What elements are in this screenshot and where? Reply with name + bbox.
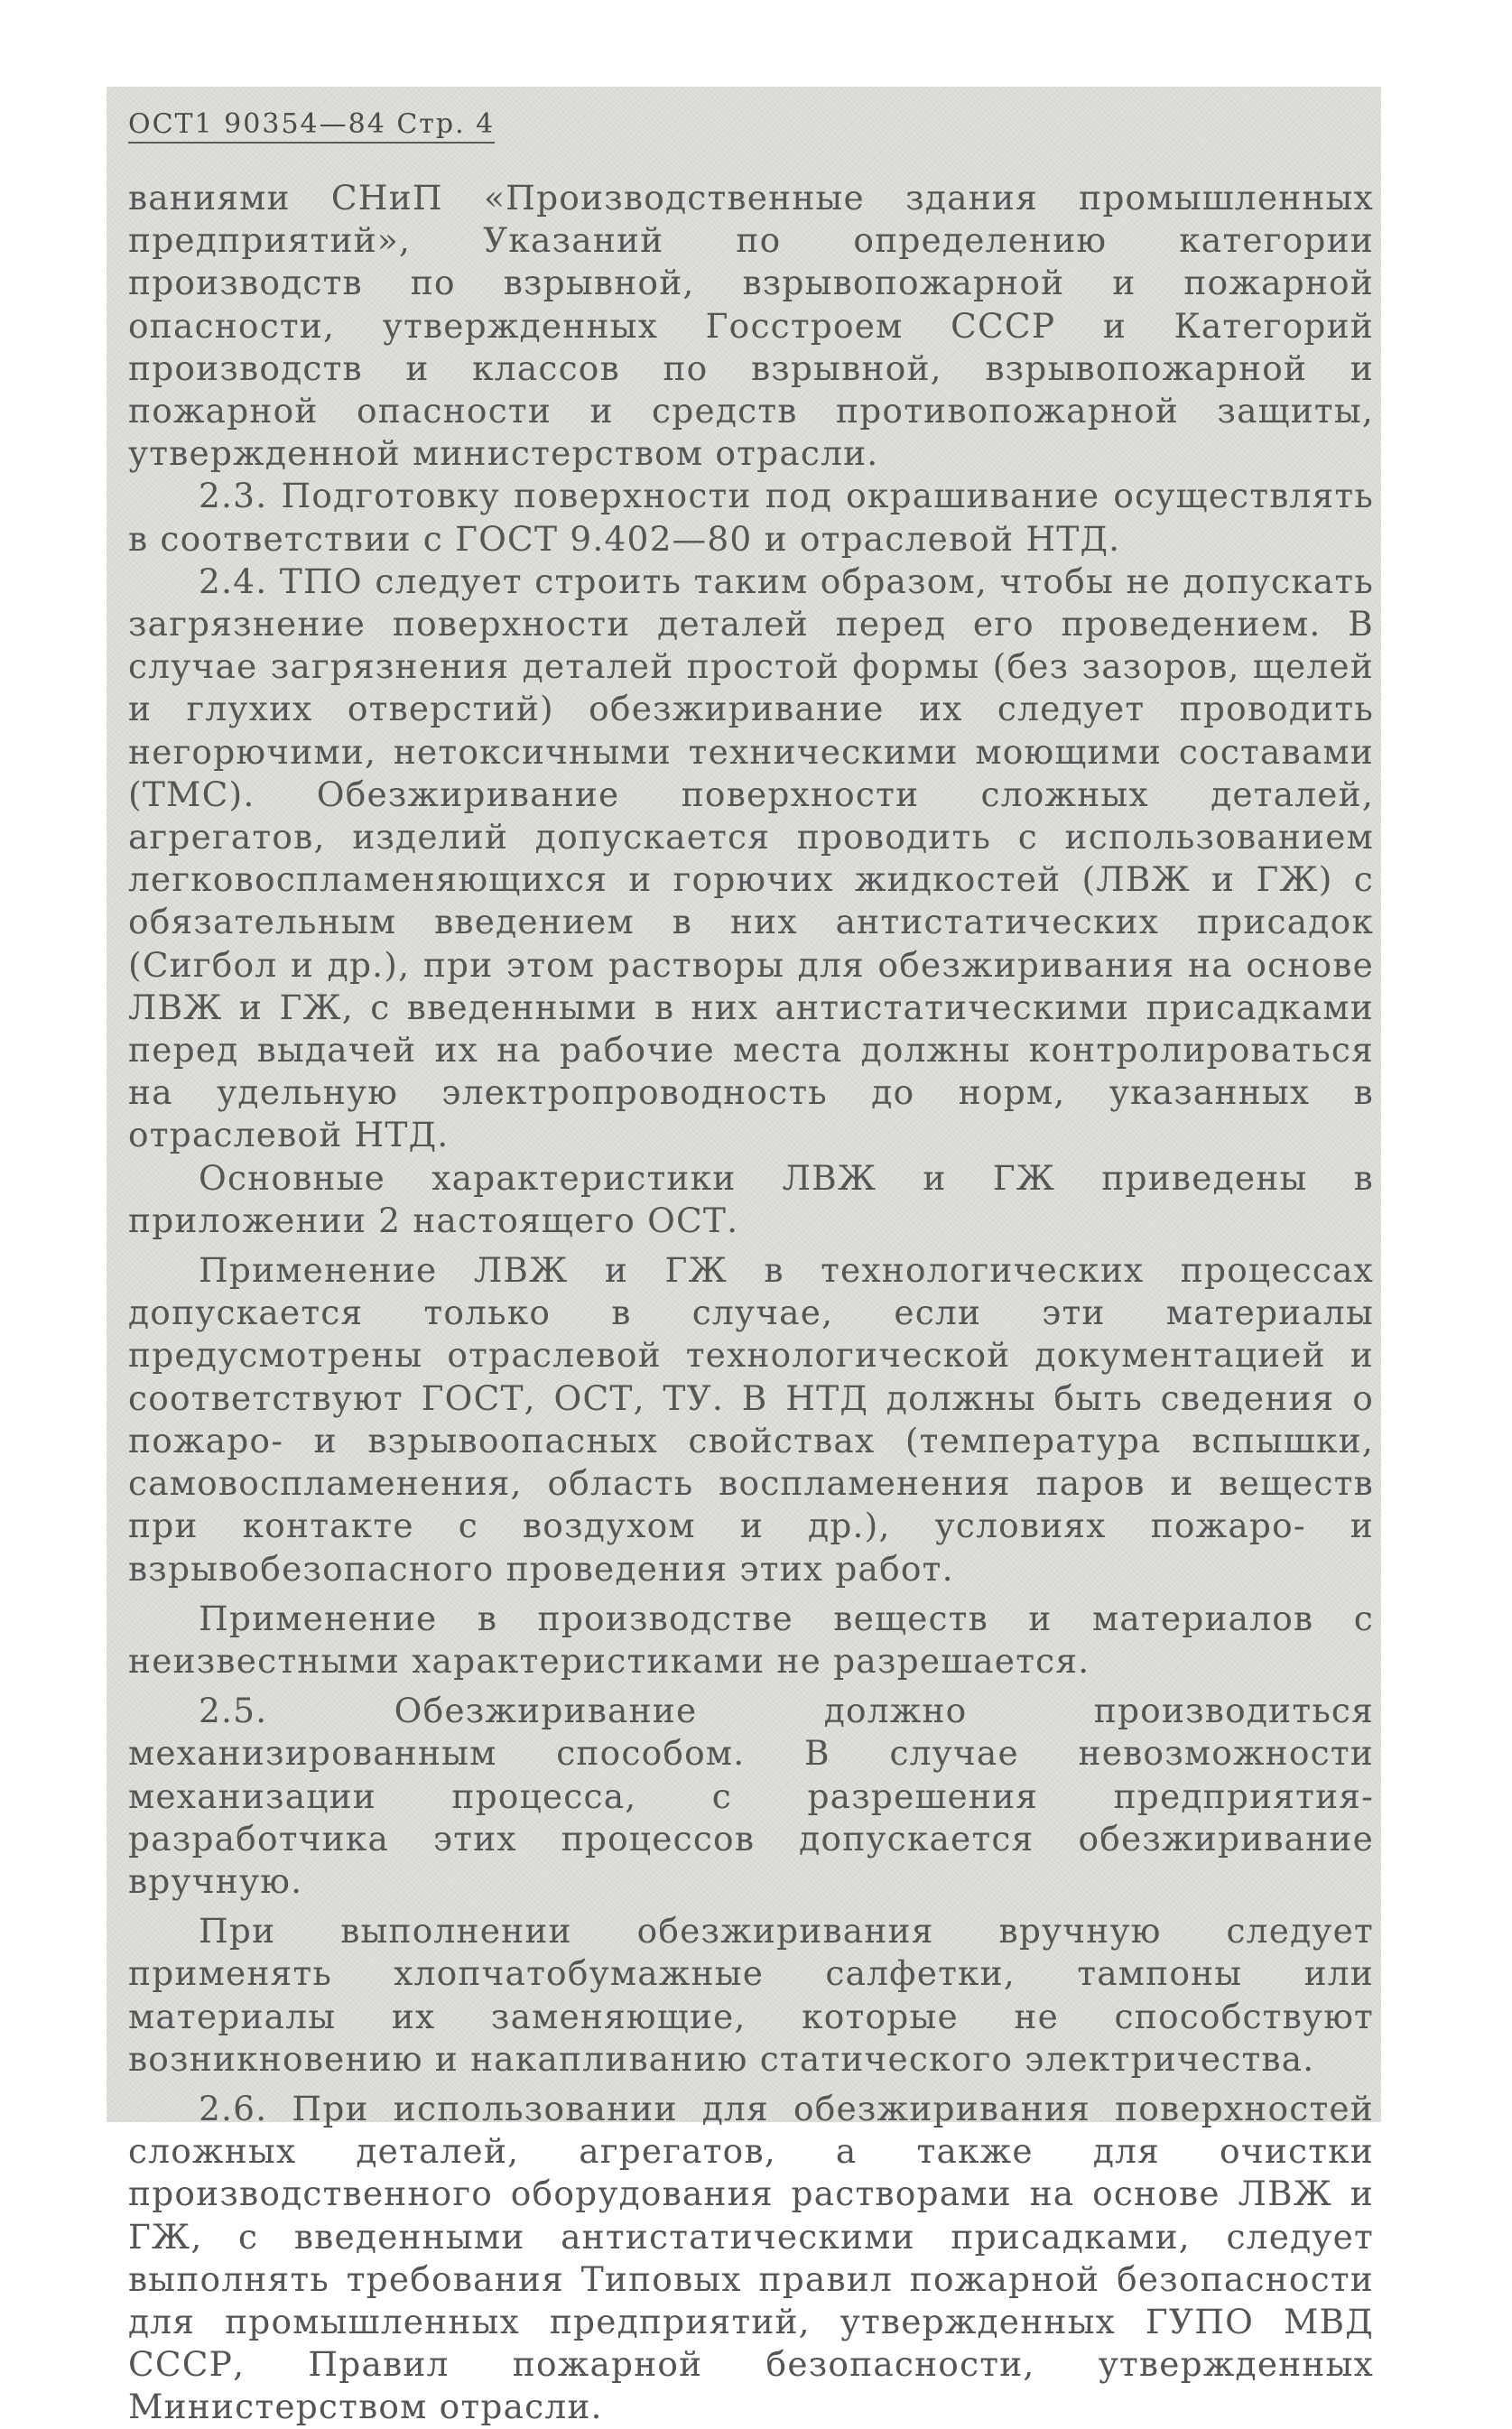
paragraph-characteristics: Основные характеристики ЛВЖ и ГЖ приведены в приложении 2 настоящего ОСТ.: [128, 1157, 1374, 1240]
body-text: [128, 177, 1374, 2429]
paragraph-manual-degreasing: При выполнении обезжиривания вручную следует применять хлопчатобумажные салфетки, тампоны или материалы их заменяющие, которые не способствуют возникновению и накапливанию статического электричества.: [128, 1911, 1374, 2079]
paragraph-2-5: 2.5. Обезжиривание должно производиться механизированным способом. В случае невозможности механизации процесса, с разрешения предприятия-разработчика этих процессов допускается обезжиривание вручную.: [128, 1691, 1374, 1901]
paragraph-2-3: 2.3. Подготовку поверхности под окрашивание осуществлять в соответствии с ГОСТ 9.402—80 и отраслевой НТД.: [128, 476, 1374, 559]
paragraph-application: Применение ЛВЖ и ГЖ в технологических процессах допускается только в случае, если эти материалы предусмотрены отраслевой технологической документацией и соответствуют ГОСТ, ОСТ, ТУ. В НТД должны быть сведения о пожаро- и взрывоопасных свойствах (температура вспышки, самовоспламенения, область воспламенения паров и веществ при контакте с воздухом и др.), условиях пожаро- и взрывобезопасного проведения этих работ.: [128, 1250, 1374, 1589]
paragraph-continuation: ваниями СНиП «Производственные здания промышленных предприятий», Указаний по определению категории производств по взрывной, взрывопожарной и пожарной опасности, утвержденных Госстроем СССР и Категорий производств и классов по взрывной, взрывопожарной и пожарной опасности и средств противопожарной защиты, утвержденной министерством отрасли.: [128, 178, 1374, 474]
page-header: ОСТ1 90354—84 Стр. 4: [128, 108, 495, 144]
paragraph-2-4: 2.4. ТПО следует строить таким образом, чтобы не допускать загрязнение поверхности деталей перед его проведением. В случае загрязнения деталей простой формы (без зазоров, щелей и глухих отверстий) обезжиривание их следует проводить негорючими, нетоксичными техническими моющими составами (ТМС). Обезжиривание поверхности сложных деталей, агрегатов, изделий допускается проводить с использованием легковоспламеняющихся и горючих жидкостей (ЛВЖ и ГЖ) с обязательным введением в них антистатических присадок (Сигбол и др.), при этом растворы для обезжиривания на основе ЛВЖ и ГЖ, с введенными в них антистатическими присадками перед выдачей их на рабочие места должны контролироваться на удельную электропроводность до норм, указанных в отраслевой НТД.: [128, 561, 1374, 1155]
paragraph-unknown-materials: Применение в производстве веществ и материалов с неизвестными характеристиками не разрешается.: [128, 1598, 1374, 1681]
document-page: [107, 87, 1381, 2427]
paragraph-2-6: 2.6. При использовании для обезжиривания поверхностей сложных деталей, агрегатов, а также для очистки производственного оборудования растворами на основе ЛВЖ и ГЖ, с введенными антистатическими присадками, следует выполнять требования Типовых правил пожарной безопасности для промышленных предприятий, утвержденных ГУПО МВД СССР, Правил пожарной безопасности, утвержденных Министерством отрасли.: [128, 2088, 1374, 2427]
